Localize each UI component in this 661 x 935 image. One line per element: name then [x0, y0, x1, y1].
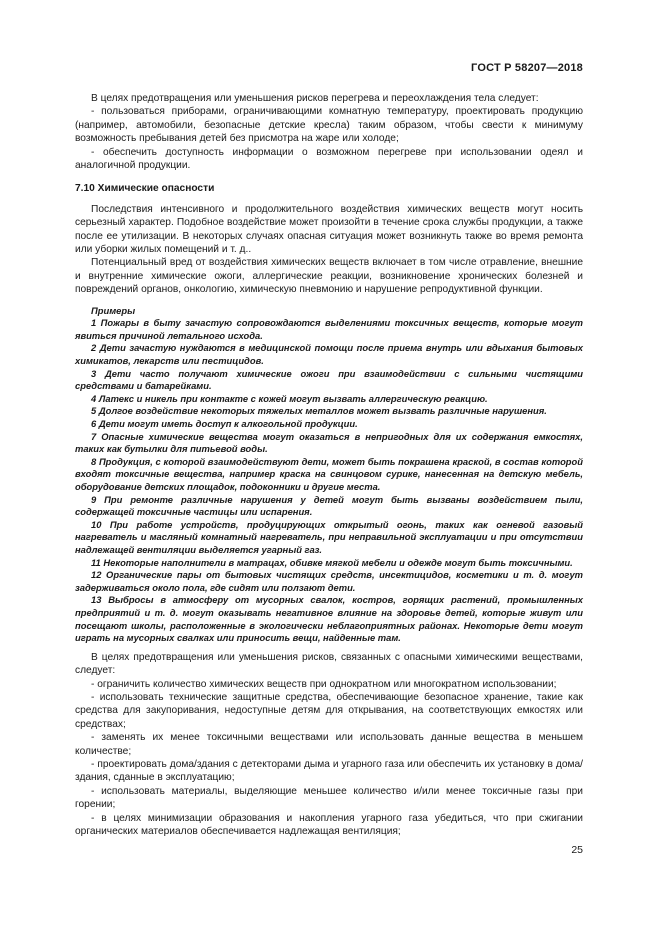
example-item: 8 Продукция, с которой взаимодействуют дети, может быть покрашена краской, в состав которой входят токсичные вещества, например краска на свинцовом сурике, нанесенная на детскую мебель, оборудование детских площадок, подоконники и другие места. — [75, 455, 583, 492]
examples-heading: Примеры — [91, 304, 136, 316]
example-item: 7 Опасные химические вещества могут оказаться в непригодных для их содержания емкостях, таких как бутылки для питьевой воды. — [75, 430, 583, 455]
list-item: - проектировать дома/здания с детекторами дыма и угарного газа или обеспечить их установку в дома/здания, сданные в эксплуатацию; — [75, 758, 583, 784]
list-item: - в целях минимизации образования и накопления угарного газа убедиться, что при сжигании органических материалов обеспечивается надлежащая вентиляция; — [75, 812, 583, 837]
body-paragraph: Потенциальный вред от воздействия химических веществ включает в том числе отравление, внешние и внутренние химические ожоги, аллергические реакции, возникновение хронических болезней и повреждений органов, онкологию, химическую пневмонию и нарушение репродуктивной функции. — [75, 257, 583, 296]
list-item: - ограничить количество химических веществ при однократном или многократном использовании; — [91, 678, 557, 690]
page-content — [75, 92, 583, 838]
list-item: - использовать технические защитные средства, обеспечивающие безопасное хранение, такие как средства для закупоривания, недоступные детям для открывания, на соответствующих емкостях или средствах; — [75, 691, 583, 730]
examples-block — [75, 305, 583, 645]
section-heading: 7.10 Химические опасности — [75, 183, 215, 195]
example-item: 5 Долгое воздействие некоторых тяжелых металлов может вызвать различные нарушения. — [91, 405, 547, 417]
closing-intro: В целях предотвращения или уменьшения рисков, связанных с опасными химическими веществами, следует: — [75, 651, 583, 677]
list-item: - пользоваться приборами, ограничивающими комнатную температуру, проектировать продукцию (например, автомобили, безопасные детские кресла) таким образом, чтобы свести к минимуму возможность пребывания детей без присмотра на жаре или холоде; — [75, 106, 583, 145]
example-item: 12 Органические пары от бытовых чистящих средств, инсектицидов, косметики и т. д. могут задерживаться около пола, где сидят или ползают дети. — [75, 569, 583, 593]
example-item: 13 Выбросы в атмосферу от мусорных свалок, костров, горящих растений, промышленных предприятий и т. д. могут оказывать негативное влияние на здоровье детей, которые живут или посещают школы, расположенные в экологически неблагоприятных районах. Некоторые дети могут играть на мусорных свалках или приносить вещи, найденные там. — [75, 594, 583, 644]
example-item: 2 Дети зачастую нуждаются в медицинской помощи после приема внутрь или вдыхания бытовых химикатов, лекарств или пестицидов. — [75, 342, 583, 367]
example-item: 10 При работе устройств, продуцирующих открытый огонь, таких как огневой газовый нагреватель и масляный комнатный нагреватель, при неправильной эксплуатации и при отсутствии надлежащей вентиляции выделяется угарный газ. — [75, 518, 583, 555]
list-item: - обеспечить доступность информации о возможном перегреве при использовании одеял и аналогичной продукции. — [75, 146, 583, 172]
document-code: ГОСТ Р 58207—2018 — [471, 62, 583, 74]
page-number: 25 — [571, 844, 583, 856]
example-item: 4 Латекс и никель при контакте с кожей могут вызвать аллергическую реакцию. — [91, 392, 488, 404]
list-item: - использовать материалы, выделяющие меньшее количество и/или менее токсичные газы при горении; — [75, 785, 583, 811]
example-item: 1 Пожары в быту зачастую сопровождаются выделениями токсичных веществ, которые могут явиться причиной летального исхода. — [75, 317, 583, 341]
example-item: 11 Некоторые наполнители в матрацах, обивке мягкой мебели и одежде могут быть токсичными. — [91, 556, 573, 568]
example-item: 3 Дети часто получают химические ожоги при взаимодействии с сильными чистящими средствами и батарейками. — [75, 367, 583, 392]
example-item: 6 Дети могут иметь доступ к алкогольной продукции. — [91, 418, 358, 430]
list-item: - заменять их менее токсичными веществами или использовать данные вещества в меньшем количестве; — [75, 732, 583, 757]
body-paragraph: Последствия интенсивного и продолжительного воздействия химических веществ могут носить серьезный характер. Подобное воздействие может произойти в течение срока службы продукции, а также после ее утилизации. В некоторых случаях опасная ситуация может возникнуть также во время ремонта или уборки жилых помещений и т. д.. — [75, 203, 583, 256]
intro-paragraph: В целях предотвращения или уменьшения рисков перегрева и переохлаждения тела следует: — [91, 93, 539, 104]
example-item: 9 При ремонте различные нарушения у детей могут быть вызваны воздействием пыли, содержащей токсичные частицы или испарения. — [75, 493, 583, 518]
